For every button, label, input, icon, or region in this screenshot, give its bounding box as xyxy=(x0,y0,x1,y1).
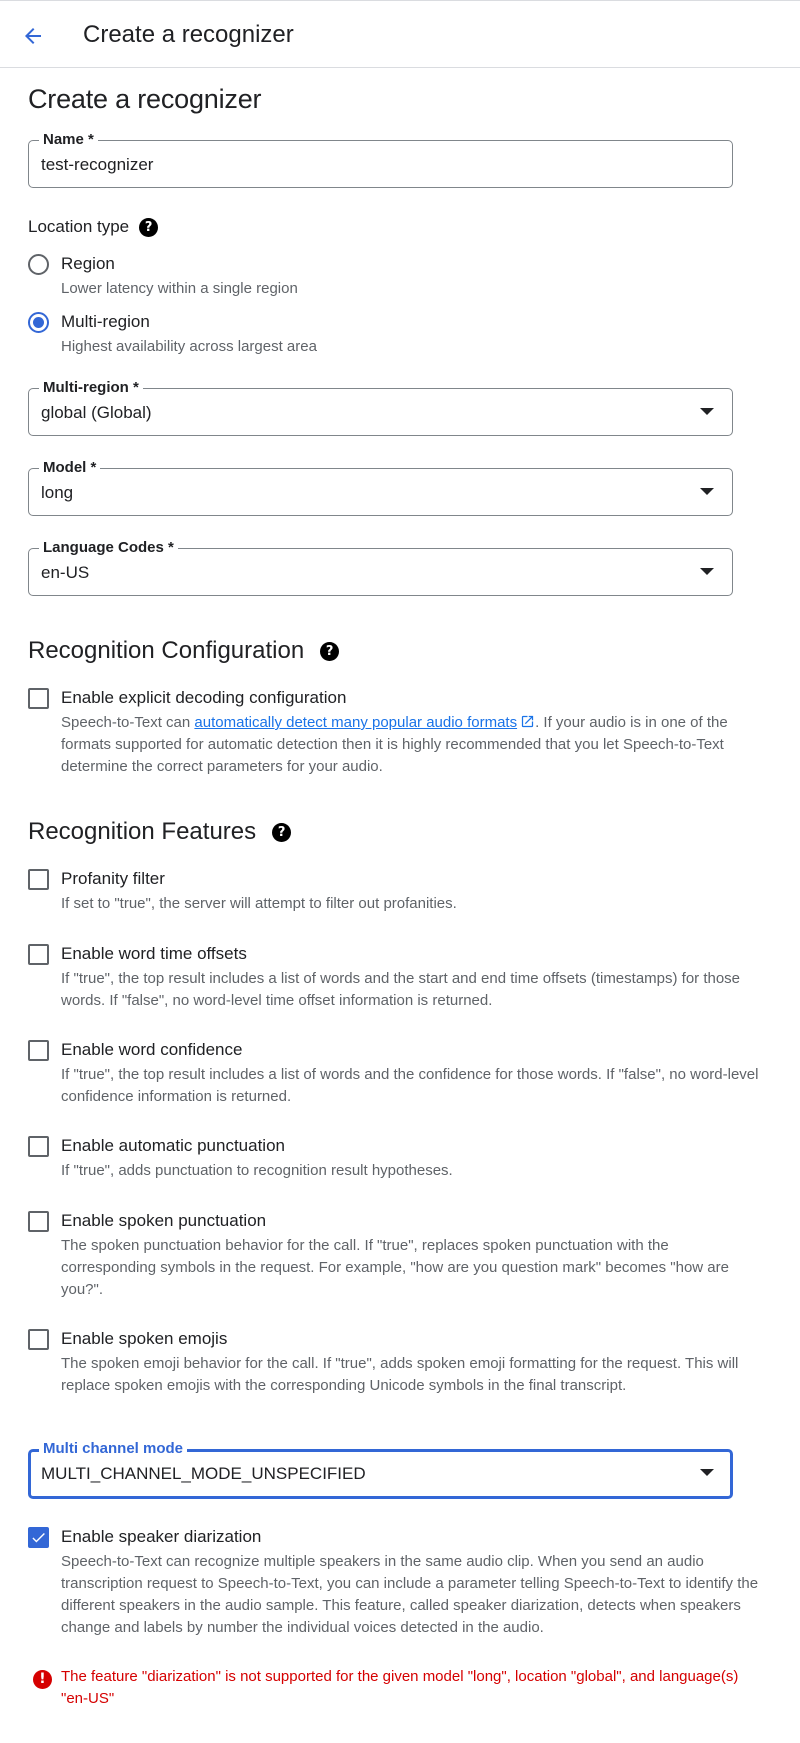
dropdown-arrow-icon[interactable] xyxy=(700,408,714,415)
explicit-decoding-description xyxy=(61,712,761,778)
back-button[interactable] xyxy=(16,19,50,53)
radio-region-description: Lower latency within a single region xyxy=(61,280,298,297)
checkbox-word-confidence[interactable] xyxy=(28,1038,759,1108)
check-icon xyxy=(30,1529,47,1546)
recognition-configuration-heading xyxy=(28,637,339,665)
model-value: long xyxy=(41,483,74,502)
explicit-decoding-desc-after: . If your audio is in one of the formats supported for automatic detection then it is highly recommended that you let Speech-to-Text determine the correct parameters for your audio. xyxy=(61,714,728,775)
name-field-label: Name * xyxy=(39,131,98,149)
help-icon[interactable]: ? xyxy=(320,642,339,661)
speaker-diarization-description: Speech-to-Text can recognize multiple speakers in the same audio clip. When you send an audio transcription request to Speech-to-Text, you can include a parameter telling Speech-to-Text to identify the different speakers in the audio sample. This feature, called speaker diarization, detects when speakers change and labels by number the individual voices detected in the audio. xyxy=(61,1553,759,1636)
checkbox[interactable] xyxy=(28,1040,49,1061)
word-time-offsets-label: Enable word time offsets xyxy=(61,944,247,963)
model-label: Model * xyxy=(39,459,100,477)
radio-region[interactable] xyxy=(28,252,748,300)
radio-region-label: Region xyxy=(61,254,115,273)
top-app-bar xyxy=(0,0,800,68)
explicit-decoding-label: Enable explicit decoding configuration xyxy=(61,688,347,707)
multi-channel-mode-label: Multi channel mode xyxy=(39,1440,187,1458)
checkbox[interactable] xyxy=(28,1329,49,1350)
checkbox-profanity-filter[interactable] xyxy=(28,867,748,915)
checkbox-spoken-punctuation[interactable] xyxy=(28,1209,748,1301)
word-time-offsets-description: If "true", the top result includes a list of words and the start and end time offsets (timestamps) for those words. If "false", no word-level time offset information is returned. xyxy=(61,970,741,1009)
dropdown-arrow-icon[interactable] xyxy=(700,1469,714,1476)
error-text: The feature "diarization" is not supported for the given model "long", location "global", and language(s) "en-US" xyxy=(61,1668,739,1707)
multi-channel-mode-value: MULTI_CHANNEL_MODE_UNSPECIFIED xyxy=(41,1464,366,1483)
open-in-new-icon[interactable] xyxy=(520,714,535,729)
location-type-text: Location type xyxy=(28,217,130,236)
model-select[interactable] xyxy=(28,459,733,516)
spoken-punctuation-description: The spoken punctuation behavior for the call. If "true", replaces spoken punctuation with the corresponding symbols in the request. For example, "how are you question mark" becomes "how are you?". xyxy=(61,1237,729,1298)
dropdown-arrow-icon[interactable] xyxy=(700,568,714,575)
language-codes-label: Language Codes * xyxy=(39,539,178,557)
checkbox-automatic-punctuation[interactable] xyxy=(28,1134,748,1182)
explicit-decoding-desc-before: Speech-to-Text can xyxy=(61,714,195,731)
header-title: Create a recognizer xyxy=(83,21,294,48)
dropdown-arrow-icon[interactable] xyxy=(700,488,714,495)
checkbox[interactable] xyxy=(28,688,49,709)
recognition-features-heading xyxy=(28,818,291,846)
spoken-punctuation-label: Enable spoken punctuation xyxy=(61,1211,267,1230)
language-codes-value: en-US xyxy=(41,563,90,582)
automatic-punctuation-label: Enable automatic punctuation xyxy=(61,1136,285,1155)
checkbox-speaker-diarization[interactable] xyxy=(28,1525,759,1655)
help-icon[interactable]: ? xyxy=(272,823,291,842)
radio-multi-region[interactable] xyxy=(28,310,748,358)
recognition-features-text: Recognition Features xyxy=(28,818,257,845)
error-icon: ! xyxy=(33,1670,52,1689)
auto-detect-formats-link[interactable]: automatically detect many popular audio formats xyxy=(194,714,518,731)
language-codes-select[interactable] xyxy=(28,539,733,596)
radio-button-selected[interactable] xyxy=(28,312,49,333)
speaker-diarization-label: Enable speaker diarization xyxy=(61,1527,262,1546)
recognition-configuration-text: Recognition Configuration xyxy=(28,637,305,664)
multi-channel-mode-select[interactable] xyxy=(28,1440,733,1499)
multi-region-label: Multi-region * xyxy=(39,379,143,397)
word-confidence-description: If "true", the top result includes a list of words and the confidence for those words. If "false", no word-level confidence information is returned. xyxy=(61,1066,759,1105)
checkbox-explicit-decoding[interactable] xyxy=(28,686,748,778)
multi-region-select[interactable] xyxy=(28,379,733,436)
radio-button[interactable] xyxy=(28,254,49,275)
help-icon[interactable]: ? xyxy=(139,218,158,237)
radio-multi-region-label: Multi-region xyxy=(61,312,150,331)
spoken-emojis-label: Enable spoken emojis xyxy=(61,1329,228,1348)
page-title: Create a recognizer xyxy=(28,84,262,114)
profanity-filter-label: Profanity filter xyxy=(61,869,165,888)
checkbox-word-time-offsets[interactable] xyxy=(28,942,748,1012)
checkbox[interactable] xyxy=(28,869,49,890)
name-field-value[interactable]: test-recognizer xyxy=(41,155,154,174)
word-confidence-label: Enable word confidence xyxy=(61,1040,243,1059)
checkbox-checked[interactable] xyxy=(28,1527,49,1548)
checkbox[interactable] xyxy=(28,944,49,965)
spoken-emojis-description: The spoken emoji behavior for the call. If "true", adds spoken emoji formatting for the request. This will replace spoken emojis with the corresponding Unicode symbols in the final transcript. xyxy=(61,1355,739,1394)
profanity-filter-description: If set to "true", the server will attempt to filter out profanities. xyxy=(61,895,457,912)
checkbox-spoken-emojis[interactable] xyxy=(28,1327,748,1419)
radio-multi-region-description: Highest availability across largest area xyxy=(61,338,317,355)
location-type-label xyxy=(28,217,158,237)
checkbox[interactable] xyxy=(28,1211,49,1232)
multi-region-value: global (Global) xyxy=(41,403,152,422)
automatic-punctuation-description: If "true", adds punctuation to recognition result hypotheses. xyxy=(61,1162,453,1179)
checkbox[interactable] xyxy=(28,1136,49,1157)
name-field[interactable] xyxy=(28,131,733,188)
arrow-back-icon xyxy=(21,24,45,48)
